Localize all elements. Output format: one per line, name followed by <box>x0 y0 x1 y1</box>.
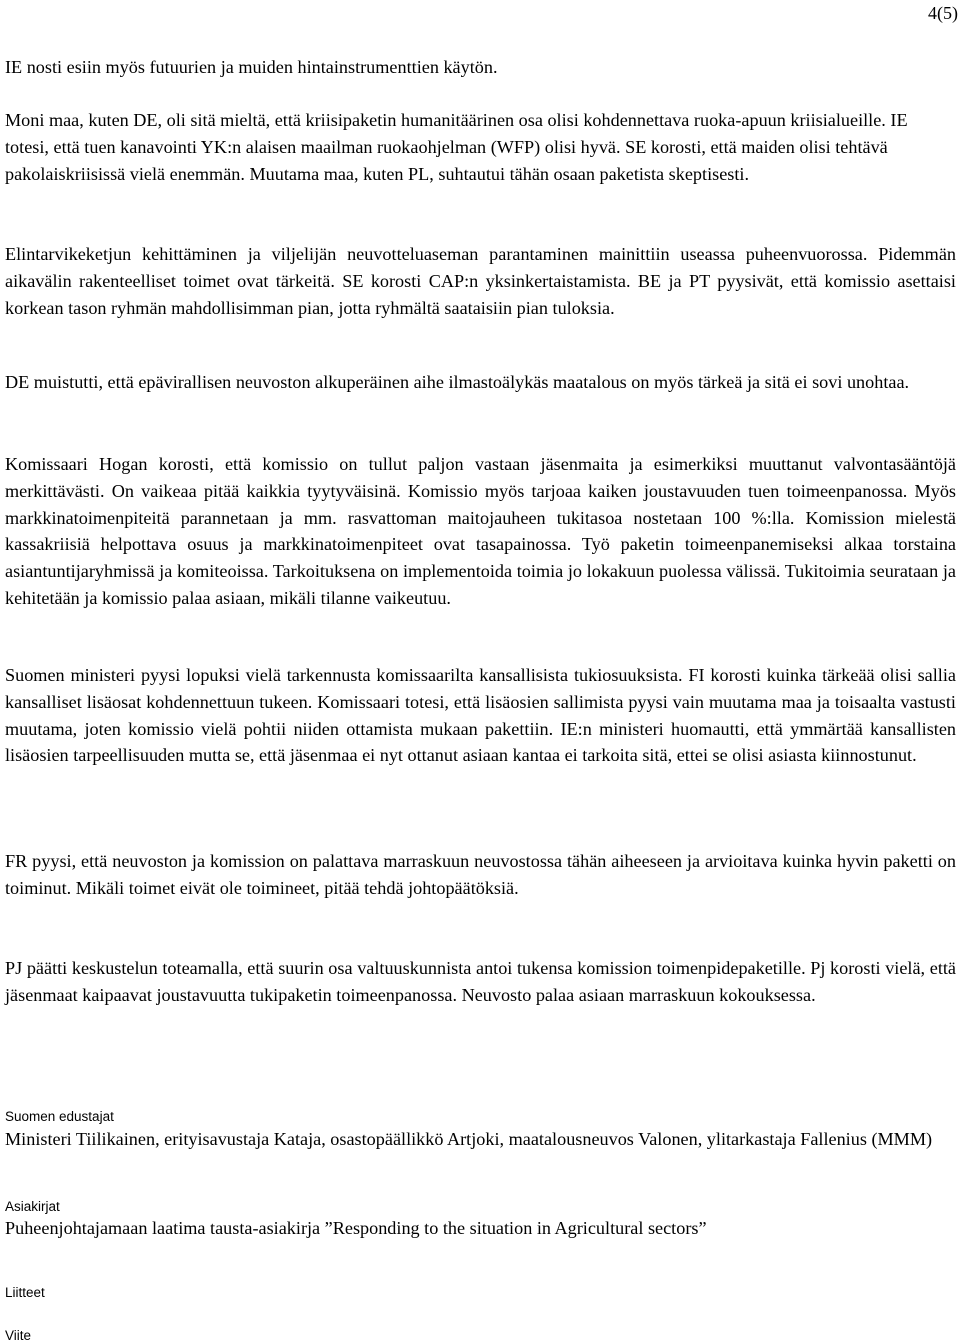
delegation-text: Ministeri Tiilikainen, erityisavustaja Kataja, osastopäällikkö Artjoki, maatalousneuvos Valonen, ylitarkastaja Fallenius (MMM) <box>5 1129 933 1149</box>
documents-heading: Asiakirjat <box>5 1199 60 1214</box>
reference-label: Viite <box>5 1328 32 1343</box>
documents-text: Puheenjohtajamaan laatima tausta-asiakirja ”Responding to the situation in Agricultural sectors” <box>5 1218 707 1238</box>
paragraph-food-chain: Elintarvikeketjun kehittäminen ja viljelijän neuvotteluaseman parantaminen mainittiin useassa puheenvuorossa. Pidemmän aikavälin rakenteelliset toimet ovat tärkeitä. SE korosti CAP:n yksinkertaistamista. BE ja PT pyysivät, että komissio asettaisi korkean tason ryhmän mahdollisimman pian, jotta ryhmältä saataisiin pian tuloksia. <box>5 244 956 318</box>
paragraph-commissioner-hogan: Komissaari Hogan korosti, että komissio on tullut paljon vastaan jäsenmaita ja esimerkiksi muuttanut valvontasääntöjä merkittävästi. On vaikeaa pitää kaikkia tyytyväisinä. Komissio myös tarjoaa kaiken joustavuuden tuen toimeenpanossa. Myös markkinatoimenpiteitä parannetaan ja mm. rasvattoman maitojauheen tukitasoa nostetaan 100 %:lla. Komission mielestä kassakriisiä helpottava osuus ja markkinatoimenpiteet ovat tasapainossa. Työ paketin toimeenpanemiseksi alkaa torstaina asiantuntijaryhmissä ja komiteoissa. Tarkoituksena on implementoida toimia jo lokakuun puolessa välissä. Tukitoimia seurataan ja kehitetään ja komissio palaa asiaan, mikäli tilanne vaikeutuu. <box>5 454 956 608</box>
page-number: 4(5) <box>928 3 958 23</box>
paragraph-climate-smart-agriculture: DE muistutti, että epävirallisen neuvoston alkuperäinen aihe ilmastoälykäs maatalous on myös tärkeä ja sitä ei sovi unohtaa. <box>5 372 910 392</box>
paragraph-presidency-conclusion: PJ päätti keskustelun toteamalla, että suurin osa valtuuskunnista antoi tukensa komission toimenpidepaketille. Pj korosti vielä, että jäsenmaat kaipaavat joustavuutta tukipaketin toimeenpanossa. Neuvosto palaa asiaan marraskuun kokouksessa. <box>5 958 956 1005</box>
paragraph-finnish-minister: Suomen ministeri pyysi lopuksi vielä tarkennusta komissaarilta kansallisista tukiosuuksista. FI korosti kuinka tärkeää olisi sallia kansalliset lisäosat kohdennettuun tukeen. Komissaari totesi, että lisäosien sallimista pyysi vain muutama maa ja toisaalta vastusti muutama, joten komissio vielä pohtii niiden ottamista mukaan pakettiin. IE:n ministeri huomautti, että ymmärtää kansallisten lisäosien tarpeellisuuden mutta se, että jäsenmaa ei nyt ottanut asiaan kantaa ei tarkoita sitä, ettei se olisi asiasta kiinnostunut. <box>5 665 956 766</box>
delegation-heading: Suomen edustajat <box>5 1109 114 1124</box>
attachments-heading: Liitteet <box>5 1285 45 1300</box>
paragraph-france: FR pyysi, että neuvoston ja komission on palattava marraskuun neuvostossa tähän aiheeseen ja arvioitava kuinka hyvin paketti on toiminut. Mikäli toimet eivät ole toimineet, pitää tehdä johtopäätöksiä. <box>5 851 956 898</box>
paragraph-futures: IE nosti esiin myös futuurien ja muiden hintainstrumenttien käytön. <box>5 57 498 77</box>
paragraph-humanitarian-aid: Moni maa, kuten DE, oli sitä mieltä, että kriisipaketin humanitäärinen osa olisi kohdennettava ruoka-apuun kriisialueille. IE totesi, että tuen kanavointi YK:n alaisen maailman ruokaohjelman (WFP) olisi hyvä. SE korosti, että maiden olisi tehtävä pakolaiskriisissä vielä enemmän. Muutama maa, kuten PL, suhtautui tähän osaan paketista skeptisesti. <box>5 110 908 184</box>
